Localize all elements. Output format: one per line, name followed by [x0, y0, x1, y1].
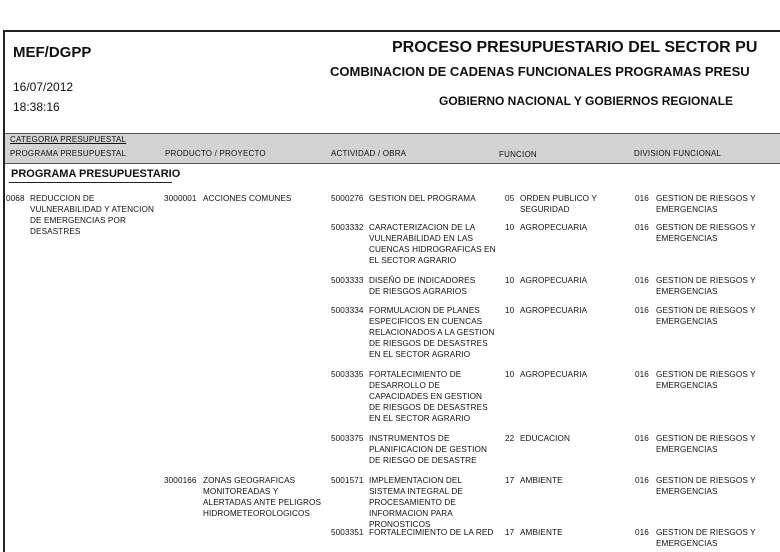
table-row [0, 222, 780, 265]
funcion-name: AGROPECUARIA [520, 370, 588, 379]
division-name: GESTION DE RIESGOS Y EMERGENCIAS [656, 276, 756, 296]
actividad-name: FORMULACION DE PLANES ESPECIFICOS EN CUENCAS RELACIONADOS A LA GESTION DE RIESGOS DE DESASTRES EN EL SECTOR AGRARIO [369, 306, 495, 359]
column-header-programa: PROGRAMA PRESUPUESTAL [10, 149, 127, 158]
division-name: GESTION DE RIESGOS Y EMERGENCIAS [656, 528, 756, 548]
division-code: 016 [635, 194, 649, 203]
division-name: GESTION DE RIESGOS Y EMERGENCIAS [656, 476, 756, 496]
funcion-code: 10 [505, 306, 515, 315]
report-scope: GOBIERNO NACIONAL Y GOBIERNOS REGIONALE [439, 94, 734, 108]
actividad-name: DISEÑO DE INDICADORES DE RIESGOS AGRARIOS [369, 276, 476, 296]
column-header-actividad: ACTIVIDAD / OBRA [331, 149, 407, 158]
report-subtitle: COMBINACION DE CADENAS FUNCIONALES PROGRAMAS PRESU [330, 64, 750, 79]
actividad-code: 5000276 [331, 194, 364, 203]
division-code: 016 [635, 476, 649, 485]
funcion-code: 05 [505, 194, 515, 203]
actividad-code: 5003333 [331, 276, 364, 285]
funcion-code: 17 [505, 476, 515, 485]
report-title: PROCESO PRESUPUESTARIO DEL SECTOR PU [392, 39, 758, 56]
actividad-name: GESTION DEL PROGRAMA [369, 194, 476, 203]
actividad-name: INSTRUMENTOS DE PLANIFICACION DE GESTION DE RIESGO DE DESASTRE [369, 434, 487, 465]
funcion-code: 10 [505, 370, 515, 379]
table-row [0, 369, 780, 423]
funcion-code: 17 [505, 528, 515, 537]
division-code: 016 [635, 434, 649, 443]
funcion-name: EDUCACION [520, 434, 571, 443]
division-name: GESTION DE RIESGOS Y EMERGENCIAS [656, 306, 756, 326]
column-header-categoria: CATEGORIA PRESUPUESTAL [10, 135, 127, 144]
table-row [0, 527, 780, 548]
funcion-name: AMBIENTE [520, 476, 563, 485]
division-code: 016 [635, 370, 649, 379]
funcion-name: ORDEN PUBLICO Y SEGURIDAD [520, 194, 597, 214]
producto-name: ACCIONES COMUNES [203, 194, 292, 203]
actividad-code: 5003332 [331, 223, 364, 232]
division-name: GESTION DE RIESGOS Y EMERGENCIAS [656, 194, 756, 214]
table-row [0, 275, 780, 296]
programa-name: REDUCCION DE VULNERABILIDAD Y ATENCION DE EMERGENCIAS POR DESASTRES [30, 194, 154, 236]
actividad-name: FORTALECIMIENTO DE DESARROLLO DE CAPACIDADES EN GESTION DE RIESGOS DE DESASTRES EN EL SECTOR AGRARIO [369, 370, 488, 423]
actividad-code: 5003335 [331, 370, 364, 379]
division-code: 016 [635, 276, 649, 285]
programa-code: 0068 [6, 194, 25, 203]
division-code: 016 [635, 306, 649, 315]
table-row [0, 433, 780, 465]
division-code: 016 [635, 528, 649, 537]
division-name: GESTION DE RIESGOS Y EMERGENCIAS [656, 223, 756, 243]
funcion-name: AGROPECUARIA [520, 306, 588, 315]
division-code: 016 [635, 223, 649, 232]
actividad-code: 5003351 [331, 528, 364, 537]
actividad-name: IMPLEMENTACION DEL SISTEMA INTEGRAL DE PROCESAMIENTO DE INFORMACION PARA PRONOSTICOS [369, 476, 463, 529]
actividad-code: 5001571 [331, 476, 364, 485]
division-name: GESTION DE RIESGOS Y EMERGENCIAS [656, 434, 756, 454]
org-label: MEF/DGPP [13, 44, 92, 61]
column-header-funcion: FUNCION [499, 150, 537, 159]
funcion-name: AGROPECUARIA [520, 276, 588, 285]
actividad-code: 5003334 [331, 306, 364, 315]
actividad-name: FORTALECIMIENTO DE LA RED [369, 528, 494, 537]
actividad-name: CARACTERIZACION DE LA VULNERABILIDAD EN LAS CUENCAS HIDROGRAFICAS EN EL SECTOR AGRARIO [369, 223, 496, 265]
funcion-code: 10 [505, 223, 515, 232]
report-time: 18:38:16 [13, 100, 60, 114]
producto-code: 3000001 [164, 194, 197, 203]
funcion-code: 22 [505, 434, 515, 443]
producto-name: ZONAS GEOGRAFICAS MONITOREADAS Y ALERTADAS ANTE PELIGROS HIDROMETEOROLOGICOS [203, 476, 322, 518]
actividad-code: 5003375 [331, 434, 364, 443]
column-header-producto: PRODUCTO / PROYECTO [165, 149, 266, 158]
report-date: 16/07/2012 [13, 80, 74, 94]
column-header-division: DIVISION FUNCIONAL [634, 149, 722, 158]
section-title: PROGRAMA PRESUPUESTARIO [11, 168, 181, 180]
table-row [0, 305, 780, 359]
funcion-code: 10 [505, 276, 515, 285]
division-name: GESTION DE RIESGOS Y EMERGENCIAS [656, 370, 756, 390]
producto-code: 3000166 [164, 476, 197, 485]
section-underline [9, 182, 172, 183]
funcion-name: AGROPECUARIA [520, 223, 588, 232]
funcion-name: AMBIENTE [520, 528, 563, 537]
